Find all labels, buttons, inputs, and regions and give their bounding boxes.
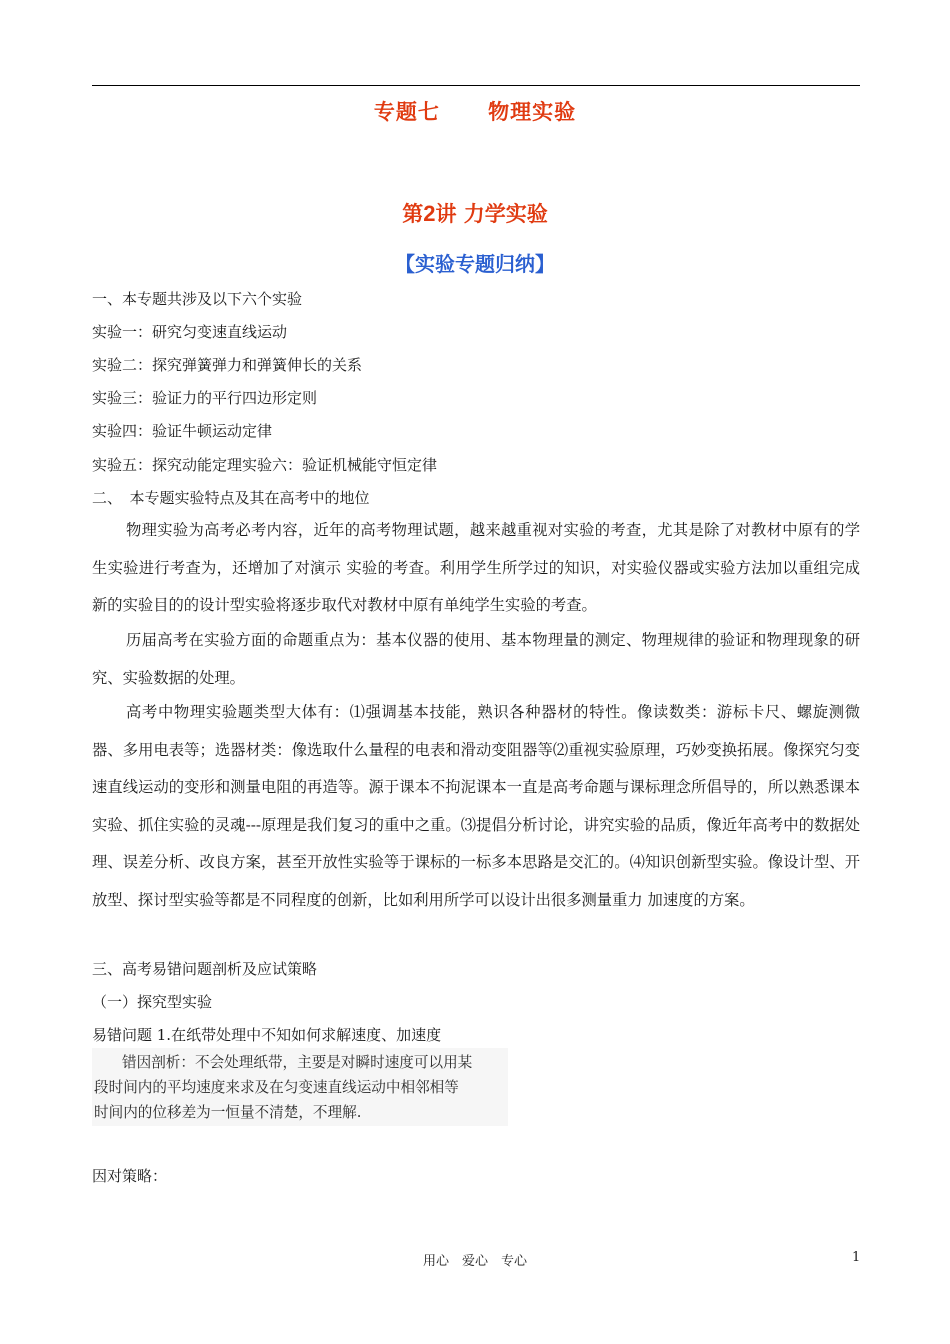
subsection-heading: （一）探究型实验 xyxy=(92,993,213,1011)
section-heading: 【实验专题归纳】 xyxy=(395,252,555,276)
scanned-excerpt xyxy=(92,1048,508,1126)
body-paragraph: 高考中物理实验题类型大体有：⑴强调基本技能，熟识各种器材的特性。像读数类：游标卡尺、螺旋测微器、多用电表等；选器材类：像选取什么量程的电表和滑动变阻器等⑵重视实验原理，巧妙变换拓展。像探究匀变速直线运动的变形和测量电阻的再造等。源于课本不拘泥课本一直是高考命题与课标理念所倡导的，所以熟悉课本实验、抓住实验的灵魂---原理是我们复习的重中之重。⑶提倡分析讨论，讲究实验的品质，像近年高考中的数据处理、误差分析、改良方案，甚至开放性实验等于课标的一标多本思路是交汇的。⑷知识创新型实验。像设计型、开放型、探讨型实验等都是不同程度的创新，比如利用所学可以设计出很多测量重力 加速度的方案。 xyxy=(92,703,860,909)
lecture-number: 2 xyxy=(423,201,436,226)
page-number: 1 xyxy=(852,1250,861,1265)
strategy-label: 因对策略： xyxy=(92,1167,168,1185)
scan-line: 时间内的位移差为一恒量不清楚，不理解. xyxy=(94,1104,362,1121)
lecture-prefix: 第 xyxy=(402,202,424,226)
outline-heading-1: 一、本专题共涉及以下六个实验 xyxy=(92,290,303,308)
experiment-item: 实验三：验证力的平行四边形定则 xyxy=(92,389,318,407)
outline-heading-2: 二、 本专题实验特点及其在高考中的地位 xyxy=(92,489,370,507)
outline-heading-3: 三、高考易错问题剖析及应试策略 xyxy=(92,960,318,978)
experiment-item: 实验二：探究弹簧弹力和弹簧伸长的关系 xyxy=(92,356,363,374)
body-paragraph: 物理实验为高考必考内容，近年的高考物理试题，越来越重视对实验的考查，尤其是除了对教材中原有的学生实验进行考查为，还增加了对演示 实验的考查。利用学生所学过的知识，对实验仪器或实验方法加以重组完成新的实验目的的设计型实验将逐步取代对教材中原有单纯学生实验的考查。 xyxy=(92,521,860,614)
error-item: 易错问题 1.在纸带处理中不知如何求解速度、加速度 xyxy=(92,1026,442,1044)
lecture-suffix: 讲 力学实验 xyxy=(435,202,548,226)
experiment-item: 实验四：验证牛顿运动定律 xyxy=(92,422,273,440)
body-paragraph: 历届高考在实验方面的命题重点为：基本仪器的使用、基本物理量的测定、物理规律的验证和物理现象的研究、实验数据的处理。 xyxy=(92,631,860,687)
topic-title: 专题七 物理实验 xyxy=(373,100,577,124)
top-rule xyxy=(92,85,860,86)
scan-line: 段时间内的平均速度来求及在匀变速直线运动中相邻相等 xyxy=(94,1079,459,1096)
footer-motto: 用心 爱心 专心 xyxy=(422,1254,527,1269)
experiment-item: 实验五：探究动能定理实验六：验证机械能守恒定律 xyxy=(92,456,438,474)
experiment-item: 实验一：研究匀变速直线运动 xyxy=(92,323,288,341)
lecture-title xyxy=(0,198,950,228)
scan-line: 错因剖析：不会处理纸带，主要是对瞬时速度可以用某 xyxy=(122,1054,473,1071)
